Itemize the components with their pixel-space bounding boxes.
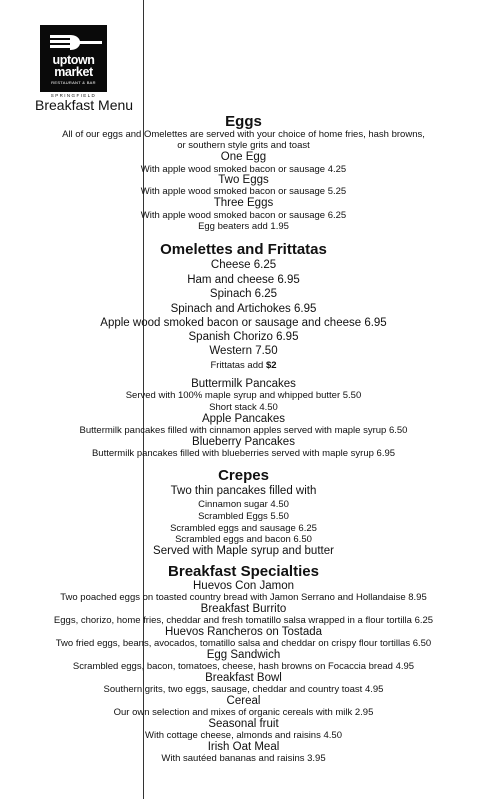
eggs-intro-line-1: All of our eggs and Omelettes are served with your choice of home fries, hash browns, (62, 129, 425, 140)
frittatas-note-price: $2 (265, 360, 277, 371)
egg-beaters-note: Egg beaters add 1.95 (198, 221, 289, 232)
omelette-item: Western 7.50 (209, 345, 278, 357)
specialty-name: Seasonal fruit (208, 718, 279, 730)
section-heading-eggs: Eggs (225, 113, 262, 130)
brand-line-2: market (54, 65, 93, 79)
specialty-desc: With cottage cheese, almonds and raisins 4.50 (145, 730, 342, 741)
specialty-desc: Southern grits, two eggs, sausage, cheddar and country toast 4.95 (103, 684, 384, 695)
specialty-desc: Our own selection and mixes of organic cereals with milk 2.95 (113, 707, 374, 718)
specialty-name: Breakfast Bowl (205, 672, 282, 684)
section-heading-specialties: Breakfast Specialties (168, 563, 319, 580)
item-apple-pancakes-desc: Buttermilk pancakes filled with cinnamon apples served with maple syrup 6.50 (79, 425, 408, 436)
item-blueberry-pancakes: Blueberry Pancakes (192, 436, 295, 448)
crepe-item: Scrambled eggs and sausage 6.25 (170, 523, 317, 534)
crepes-intro: Two thin pancakes filled with (170, 485, 317, 497)
specialty-desc: Two fried eggs, beans, avocados, tomatillo salsa and cheddar on crispy flour tortillas 6.50 (55, 638, 432, 649)
specialty-name: Egg Sandwich (206, 649, 281, 661)
specialty-name: Cereal (226, 695, 261, 707)
omelette-item: Spinach 6.25 (209, 288, 278, 300)
item-blueberry-pancakes-desc: Buttermilk pancakes filled with blueberries served with maple syrup 6.95 (91, 448, 396, 459)
specialty-name: Breakfast Burrito (200, 603, 287, 615)
crepe-item: Cinnamon sugar 4.50 (198, 499, 289, 510)
item-one-egg: One Egg (220, 151, 267, 163)
brand-tagline: RESTAURANT & BAR (51, 80, 96, 85)
eggs-intro-line-2: or southern style grits and toast (177, 140, 310, 151)
omelette-item: Ham and cheese 6.95 (187, 274, 300, 286)
uptown-market-logo (40, 25, 107, 92)
specialty-desc: With sautéed bananas and raisins 3.95 (161, 753, 326, 764)
item-apple-pancakes: Apple Pancakes (201, 413, 286, 425)
frittatas-note-text: Frittatas add (210, 360, 266, 371)
specialty-desc: Two poached eggs on toasted country bread with Jamon Serrano and Hollandaise 8.95 (60, 592, 427, 603)
omelette-item: Apple wood smoked bacon or sausage and cheese 6.95 (100, 317, 387, 329)
item-one-egg-desc: With apple wood smoked bacon or sausage 4.25 (140, 164, 347, 175)
section-heading-crepes: Crepes (218, 467, 269, 484)
specialty-name: Irish Oat Meal (207, 741, 280, 753)
brand-city: SPRINGFIELD (50, 93, 97, 98)
brand-line-1: uptown (52, 53, 95, 67)
specialty-name: Huevos Rancheros on Tostada (164, 626, 323, 638)
omelette-item: Spanish Chorizo 6.95 (188, 331, 299, 343)
menu-title: Breakfast Menu (35, 97, 134, 113)
item-two-eggs: Two Eggs (218, 174, 269, 186)
specialty-desc: Scrambled eggs, bacon, tomatoes, cheese, hash browns on Focaccia bread 4.95 (72, 661, 415, 672)
crepe-item: Scrambled Eggs 5.50 (198, 511, 289, 522)
specialty-name: Huevos Con Jamon (193, 580, 294, 592)
omelette-item: Cheese 6.25 (210, 259, 277, 271)
item-three-eggs: Three Eggs (213, 197, 274, 209)
specialty-desc: Eggs, chorizo, home fries, cheddar and fresh tomatillo salsa wrapped in a flour tortilla 6.25 (53, 615, 434, 626)
fork-icon (44, 33, 103, 53)
item-two-eggs-desc: With apple wood smoked bacon or sausage 5.25 (140, 186, 347, 197)
item-three-eggs-desc: With apple wood smoked bacon or sausage 6.25 (140, 210, 347, 221)
section-heading-omelettes: Omelettes and Frittatas (160, 241, 327, 258)
item-buttermilk-pancakes: Buttermilk Pancakes (191, 378, 296, 390)
item-buttermilk-pancakes-desc: Served with 100% maple syrup and whipped butter 5.50 (125, 390, 362, 401)
frittatas-note (0, 360, 487, 371)
omelette-item: Spinach and Artichokes 6.95 (170, 303, 317, 315)
item-short-stack: Short stack 4.50 (209, 402, 278, 413)
crepe-item: Scrambled eggs and bacon 6.50 (175, 534, 312, 545)
crepes-served-note: Served with Maple syrup and butter (153, 545, 334, 557)
